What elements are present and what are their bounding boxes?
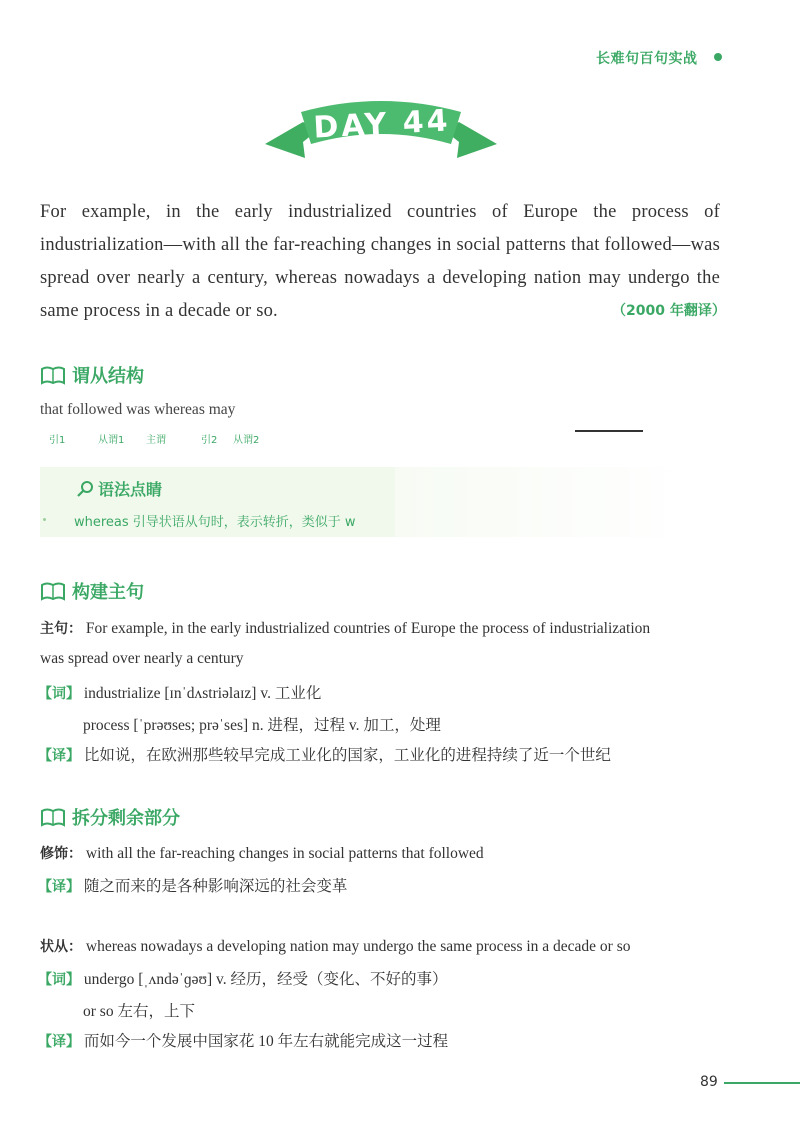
main-translation: [38, 743, 611, 765]
vocab-entry: industrialize [ɪnˈdʌstriəlaɪz] v. 工业化: [83, 685, 322, 702]
predicate-label: 主谓: [146, 435, 166, 446]
section-predicate-structure: [40, 362, 144, 388]
adverbial-label: 状从: [40, 939, 68, 955]
scan-mark-line: [575, 430, 643, 432]
adverbial-text: whereas nowadays a developing nation may undergo the same process in a decade or so: [85, 938, 631, 955]
section-title: 构建主句: [72, 582, 144, 603]
rest-translation: [38, 1029, 448, 1051]
translation-text: 比如说，在欧洲那些较早完成工业化的国家，工业化的进程持续了近一个世纪: [83, 747, 611, 764]
open-book-icon: [40, 806, 66, 828]
vocab-label: 【词】: [38, 686, 80, 702]
vocab-entry: undergo [ˌʌndəˈɡəʊ] v. 经历，经受（变化、不好的事）: [83, 971, 448, 988]
grammar-tip-title: [76, 477, 162, 500]
predicate-label: 从谓2: [233, 435, 260, 446]
main-clause-text: For example, in the early industrialized countries of Europe the process of industrialization: [85, 620, 651, 637]
magnifier-icon: [76, 480, 94, 498]
tip-dot: [43, 518, 46, 521]
tip-title-text: 语法点睛: [98, 480, 163, 499]
translation-text: 而如今一个发展中国家花 10 年左右就能完成这一过程: [83, 1033, 449, 1050]
modifier-translation: [38, 874, 347, 896]
translation-label: 【译】: [38, 748, 80, 764]
rest-vocab-2: or so 左右，上下: [83, 1003, 195, 1020]
target-sentence: For example, in the early industrialized countries of Europe the process of industrialization—with all the far-reaching changes in social patterns that followed—was spread over nearly a century, whereas nowadays a developing nation may undergo the same process in a decade or so.: [40, 202, 720, 321]
header-dot: [714, 53, 722, 61]
grammar-tip-text: whereas 引导状语从句时，表示转折，类似于 w: [74, 515, 356, 530]
modifier-label: 修饰: [40, 846, 68, 862]
day-label: DAY 44: [312, 103, 452, 146]
section-title: 拆分剩余部分: [72, 808, 180, 829]
section-remainder: [40, 804, 180, 830]
open-book-icon: [40, 580, 66, 602]
main-clause-text-2: was spread over nearly a century: [40, 650, 244, 667]
main-clause-label: 主句: [40, 621, 68, 637]
adverbial-line: 状从： whereas nowadays a developing nation may undergo the same process in a decade or so: [40, 938, 631, 955]
modifier-line: 修饰： with all the far-reaching changes in social patterns that followed: [40, 845, 484, 862]
predicate-label: 从谓1: [98, 435, 125, 446]
translation-text: 随之而来的是各种影响深远的社会变革: [83, 878, 348, 895]
section-title: 谓从结构: [72, 366, 144, 387]
open-book-icon: [40, 364, 66, 386]
vocab-label: 【词】: [38, 972, 80, 988]
main-vocab-1: [38, 681, 321, 703]
running-header: 长难句百句实战: [596, 51, 698, 67]
main-clause-line-1: 主句： For example, in the early industrialized countries of Europe the process of industrialization: [40, 620, 651, 637]
predicate-words: that followed was whereas may: [40, 401, 236, 418]
rest-vocab-1: [38, 967, 448, 989]
predicate-label: 引2: [201, 435, 218, 446]
sentence-source: （2000 年翻译）: [612, 303, 726, 319]
translation-label: 【译】: [38, 1034, 80, 1050]
section-main-clause: [40, 578, 144, 604]
page-number-rule: [724, 1082, 800, 1084]
grammar-tip-fade: [395, 467, 695, 537]
modifier-text: with all the far-reaching changes in social patterns that followed: [85, 845, 484, 862]
main-vocab-2: process [ˈprəʊses; prəˈses] n. 进程，过程 v. 加工，处理: [83, 717, 441, 734]
predicate-label: 引1: [49, 435, 66, 446]
page-number: 89: [700, 1074, 718, 1090]
translation-label: 【译】: [38, 879, 80, 895]
